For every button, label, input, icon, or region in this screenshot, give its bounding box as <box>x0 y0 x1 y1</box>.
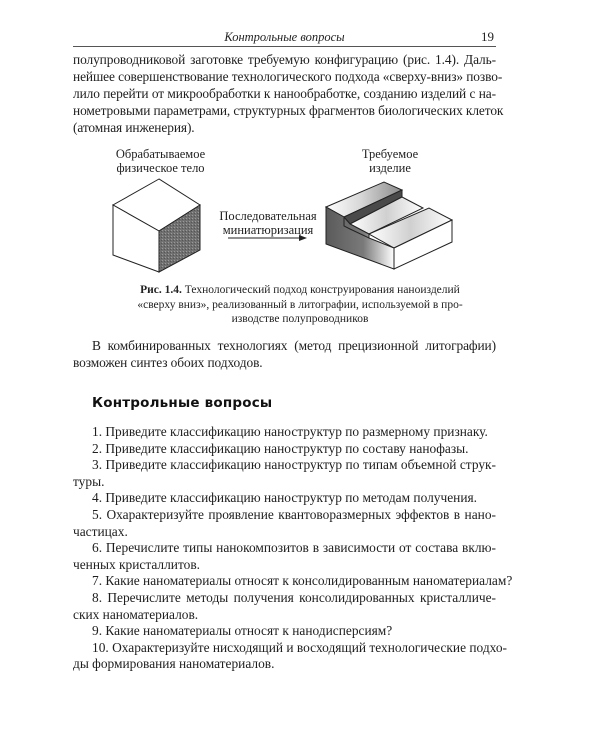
text-line: В комбинированных технологиях (метод прецизионной литографии) <box>92 338 496 353</box>
caption-prefix: Рис. 1.4. <box>140 284 182 296</box>
grooved-block-icon <box>326 182 452 269</box>
questions-list <box>73 424 513 673</box>
intro-paragraph <box>73 51 504 136</box>
question-continuation: ских наноматериалов. <box>73 606 199 622</box>
text-line: (атомная инженерия). <box>73 120 195 135</box>
question-item <box>73 590 496 623</box>
question-text: 5. Охарактеризуйте проявление квантоворазмерных эффектов в нано- <box>92 506 496 522</box>
question-continuation: туры. <box>73 473 105 489</box>
label-line: Обрабатываемое <box>115 147 206 161</box>
label-line: изделие <box>369 161 411 175</box>
question-text: 4. Приведите классификацию наноструктур по методам получения. <box>92 490 477 506</box>
caption-line-3: изводстве полупроводников <box>231 313 369 325</box>
caption-text: Технологический подход конструирования наноизделий <box>184 284 460 296</box>
label-line: Требуемое <box>361 147 419 161</box>
caption-line-2: «сверху вниз», реализованный в литографии, используемой в про- <box>137 298 463 311</box>
question-text: 2. Приведите классификацию наноструктур по составу нанофазы. <box>92 440 469 456</box>
question-text: 8. Перечислите методы получения консолидированных кристалличе- <box>92 589 496 605</box>
question-item <box>73 507 496 540</box>
question-text: 10. Охарактеризуйте нисходящий и восходящий технологические подхо- <box>92 639 507 655</box>
text-line: нейшее совершенствование технологического подхода «сверху-вниз» позво- <box>73 69 503 84</box>
label-line: миниатюризация <box>222 223 314 237</box>
question-continuation: частицах. <box>73 523 128 539</box>
question-item <box>73 623 496 640</box>
question-item <box>73 639 507 673</box>
figure-graphics <box>90 140 510 280</box>
section-heading: Контрольные вопросы <box>92 395 273 411</box>
question-continuation: ды формирования наноматериалов. <box>73 656 275 672</box>
label-line: Последовательная <box>219 209 317 223</box>
question-item <box>73 490 496 507</box>
figure-1-4 <box>90 140 510 280</box>
running-header <box>73 28 496 47</box>
question-text: 1. Приведите классификацию наноструктур по размерному признаку. <box>92 424 488 439</box>
question-text: 9. Какие наноматериалы относят к нанодисперсиям? <box>92 623 393 639</box>
question-text: 7. Какие наноматериалы относят к консолидированным наноматериалам? <box>92 573 513 589</box>
question-item <box>73 457 496 490</box>
text-line: полупроводниковой заготовке требуемую конфигурацию (рис. 1.4). Даль- <box>73 52 496 67</box>
label-line: физическое тело <box>116 161 205 175</box>
question-item <box>73 540 496 573</box>
question-item <box>73 441 496 458</box>
arrow-right-icon <box>228 235 307 241</box>
page-number: 19 <box>481 29 494 44</box>
figure-caption <box>100 283 500 327</box>
cube-icon <box>113 179 200 272</box>
text-line: возможен синтез обоих подходов. <box>73 355 263 370</box>
question-text: 6. Перечислите типы нанокомпозитов в зависимости от состава вклю- <box>92 540 496 556</box>
question-item <box>73 424 496 441</box>
question-continuation: ченных кристаллитов. <box>73 556 201 572</box>
text-line: нометровыми параметрами, структурных фрагментов биологических клеток <box>73 103 504 118</box>
combined-paragraph <box>73 337 496 371</box>
question-item <box>73 573 513 590</box>
running-title: Контрольные вопросы <box>224 30 345 44</box>
caption-line-1 <box>100 283 500 298</box>
text-line: лило перейти от микрообработки к нанообработке, созданию изделий с на- <box>73 86 496 101</box>
question-text: 3. Приведите классификацию наноструктур по типам объемной струк- <box>92 457 496 473</box>
